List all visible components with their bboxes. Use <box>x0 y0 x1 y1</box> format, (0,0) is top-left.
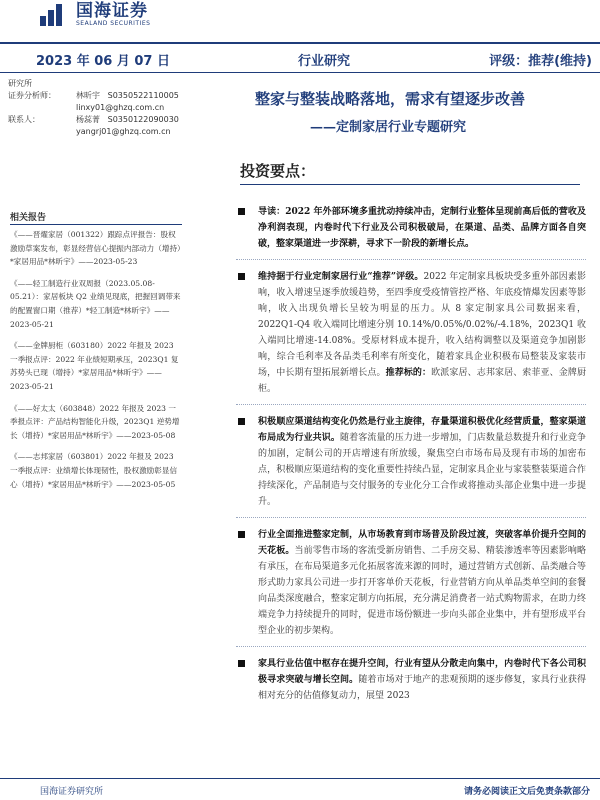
brand-name-cn: 国海证券 <box>76 1 148 21</box>
related-reports-heading: 相关报告 <box>10 213 47 223</box>
key-point-text: 当前零售市场的客流受新房销售、二手房交易、精装渗透率等因素影响略有承压，在布局渠道多元化拓展客流来源的同时，通过营销方式创新、品类融合等形式助力家具公司进一步打开客单价天花板，行业营销方向从单品类单空间的套餐向品类深度融合，整家定制方向拓展，充分满足消费者一站式购物需求，在助力终端竞争力持续提升的同时，促进市场份额进一步向头部企业集中，并有望形成平台型企业的初步架构。 <box>258 546 586 636</box>
contact-email[interactable]: yangrj01@ghzq.com.cn <box>76 127 171 136</box>
header-bottom-rule <box>0 72 600 73</box>
divider <box>236 404 586 405</box>
key-points-rule <box>240 184 580 185</box>
author-info <box>8 78 228 138</box>
key-points-heading: 投资要点： <box>240 162 316 180</box>
bullet-square-icon <box>238 531 245 538</box>
bullet-square-icon <box>238 273 245 280</box>
contact-name: 杨蕊菁 <box>76 115 100 124</box>
related-report-item[interactable]: 《——晋燿家居（001322）跟踪点评报告：股权激励草案发布，彰显经营信心提振内部动力（增持）*家居用品*林昕宇》——2023-05-23 <box>10 230 181 267</box>
related-report-item[interactable]: 《——轻工制造行业双周报（2023.05.08-05.21）：家居板块 Q2 业绩见现底，把握回调带来的配置窗口期（推荐）*轻工制造*林昕宇》——2023-05-21 <box>10 278 181 329</box>
report-header <box>0 48 600 70</box>
key-point-bold: 家具行业估值中枢存在提升空间，行业有望从分散走向集中，内卷时代下各公司积极寻求突破与增长空间。 <box>258 659 586 685</box>
key-point <box>236 414 586 510</box>
footer-institute: 国海证券研究所 <box>40 787 104 797</box>
report-rating: 评级：推荐(维持) <box>489 54 592 69</box>
related-report-item[interactable]: 《——金牌厨柜（603180）2022 年报及 2023 一季报点评：2022 年业绩短期承压，2023Q1 复苏势头已现（增持）*家居用品*林昕宇》——2023-05-21 <box>10 341 179 391</box>
bullet-square-icon <box>238 418 245 425</box>
key-point-text: 随着市场对于地产的悲观预期的逐步修复，家具行业获得相对充分的估值修复动力，展望 2023 <box>258 675 586 701</box>
contact-label: 联系人： <box>8 115 40 124</box>
report-subtitle: ——定制家居行业专题研究 <box>310 120 467 135</box>
key-point-tail: 欧派家居、志邦家居、索菲亚、金牌厨柜。 <box>258 368 586 394</box>
key-point <box>236 204 586 252</box>
brand-text <box>76 2 150 28</box>
key-point-bold: 行业全面推进整家定制，从市场教育到市场普及阶段过渡，突破客单价提升空间的天花板。 <box>258 530 586 556</box>
key-point-bold: 导读：2022 年外部环境多重扰动持续冲击，定制行业整体呈现前高后低的营收及净利润表现，内卷时代下行业及公司积极破局，在渠道、品类、品牌方面各自突破，整家渠道进一步深耕，寻求下一阶段的新增长点。 <box>258 207 586 249</box>
report-category: 行业研究 <box>298 54 351 69</box>
key-point-text: 2022 年定制家具板块受多重外部因素影响，收入增速呈逐季放缓趋势，至四季度受疫情管控严格、年底疫情爆发因素等影响，收入出现负增长呈较为明显的压力。从 8 家定制家具公司数据来看，2022Q1-Q4 收入端同比增速分别 10.14%/0.05%/0.02%/-4.18%，2023Q1 收入端同比增速-14.08%。受原材料成本提升，收入结构调整以及渠道竞争加剧影响，综合毛利率及各品类毛利率有所变化，随着家具企业积极布局整装及家装市场，中长期有望拓展新增长点。 <box>258 272 586 378</box>
key-point-bold: 积极顺应渠道结构变化仍然是行业主旋律，存量渠道积极优化经营质量，整家渠道布局成为行业共识。 <box>258 417 586 443</box>
key-points-list <box>236 204 586 704</box>
analyst-name: 林昕宇 <box>76 91 100 100</box>
key-point-text: 随着客流量的压力进一步增加，门店数量总数提升和行业竞争的加剧，定制公司的开店增速有所放缓，聚焦空白市场布局及现有市场的加密布点，积极顺应渠道结构的变化重要性持续凸显，定制家具企业与家装整装渠道合作持续深化，产品制造与交付服务的专业化分工合作或将推动头部企业集中进一步提升。 <box>258 433 586 507</box>
brand-name-en: SEALAND SECURITIES <box>76 20 151 27</box>
report-date: 2023 年 06 月 07 日 <box>36 54 170 69</box>
contact-id: S0350122090030 <box>107 115 179 124</box>
analyst-email[interactable]: linxy01@ghzq.com.cn <box>76 103 165 112</box>
key-point <box>236 656 586 704</box>
related-report-item[interactable]: 《——好太太（603848）2022 年报及 2023 一季报点评：产品结构智能化升级，2023Q1 逆势增长（增持）*家居用品*林昕宇》——2023-05-08 <box>10 403 180 440</box>
key-point <box>236 527 586 639</box>
key-point-bold: 维持据于行业定制家居行业“推荐”评级。 <box>258 272 424 282</box>
footer-rule <box>0 778 600 779</box>
divider <box>236 259 586 260</box>
analyst-id: S0350522110005 <box>107 91 179 100</box>
header-top-rule <box>0 42 600 44</box>
related-reports-rule <box>10 224 182 225</box>
analyst-label: 证券分析师： <box>8 91 56 100</box>
footer-disclaimer[interactable]: 请务必阅读正文后免责条款部分 <box>463 787 590 797</box>
key-point <box>236 269 586 397</box>
report-title: 整家与整装战略落地，需求有望逐步改善 <box>255 90 526 108</box>
bullet-square-icon <box>238 660 245 667</box>
key-point-tail-bold: 推荐标的： <box>385 368 432 378</box>
brand-logo <box>40 2 150 28</box>
divider <box>236 646 586 647</box>
related-reports-list <box>10 228 182 499</box>
logo-icon <box>40 4 70 26</box>
research-team: 研究所 <box>8 79 32 88</box>
divider <box>236 517 586 518</box>
related-report-item[interactable]: 《——志邦家居（603801）2022 年报及 2023 一季报点评：业绩增长体现韧性，股权激励彰显信心（增持）*家居用品*林昕宇》——2023-05-05 <box>10 452 178 489</box>
bullet-square-icon <box>238 208 245 215</box>
